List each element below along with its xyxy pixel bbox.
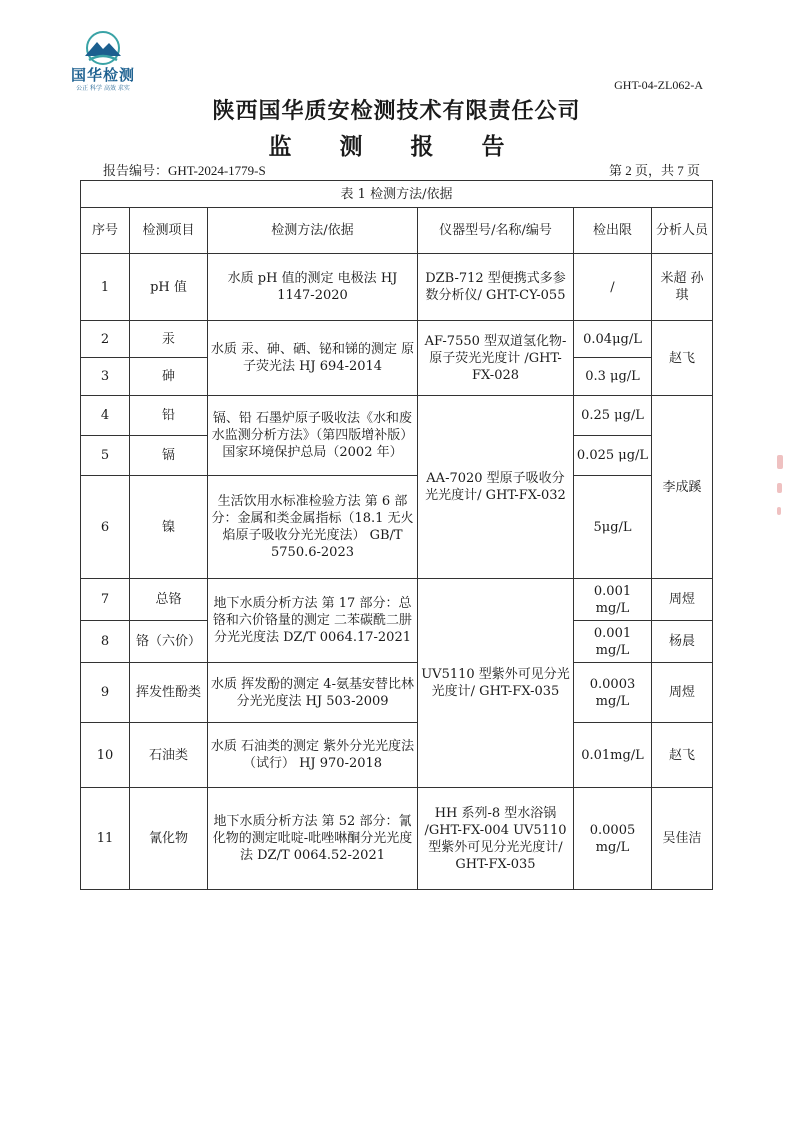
cell-limit: 5μg/L [574,476,652,579]
cell-analyst: 周煜 [652,663,713,723]
cell-item: 挥发性酚类 [130,663,208,723]
cell-limit: / [574,254,652,321]
cell-no: 8 [81,621,130,663]
cell-instrument: UV5110 型紫外可见分光光度计/ GHT-FX-035 [418,579,574,788]
cell-instrument: DZB-712 型便携式多参数分析仪/ GHT-CY-055 [418,254,574,321]
cell-no: 5 [81,436,130,476]
cell-method: 生活饮用水标准检验方法 第 6 部分：金属和类金属指标（18.1 无火焰原子吸收分光光度法） GB/T 5750.6-2023 [208,476,418,579]
table-row [81,663,713,723]
cell-limit: 0.001 mg/L [574,621,652,663]
cell-instrument: AA-7020 型原子吸收分光光度计/ GHT-FX-032 [418,396,574,579]
cell-limit: 0.25 μg/L [574,396,652,436]
cell-item: 铬（六价） [130,621,208,663]
cell-item: 镍 [130,476,208,579]
table-header-row [81,208,713,254]
cell-no: 10 [81,723,130,788]
cell-item: 镉 [130,436,208,476]
table-caption: 表 1 检测方法/依据 [81,181,713,208]
logo-slogan: 公正 科学 高效 求实 [76,85,130,92]
cell-analyst: 赵飞 [652,321,713,396]
header-no: 序号 [81,208,130,254]
cell-analyst: 杨晨 [652,621,713,663]
table-row [81,788,713,890]
cell-item: 氰化物 [130,788,208,890]
cell-limit: 0.3 μg/L [574,358,652,396]
cell-method: 地下水质分析方法 第 52 部分：氰化物的测定吡啶-吡唑啉酮分光光度法 DZ/T 0064.52-2021 [208,788,418,890]
table-row [81,254,713,321]
cell-method: 水质 pH 值的测定 电极法 HJ 1147-2020 [208,254,418,321]
seam-stamp-mark [777,455,791,529]
cell-method: 地下水质分析方法 第 17 部分：总铬和六价铬量的测定 二苯碳酰二肼分光光度法 DZ/T 0064.17-2021 [208,579,418,663]
cell-limit: 0.04μg/L [574,321,652,358]
cell-method: 水质 石油类的测定 紫外分光光度法（试行） HJ 970-2018 [208,723,418,788]
cell-limit: 0.01mg/L [574,723,652,788]
report-title: 监 测 报 告 [268,133,525,160]
cell-no: 2 [81,321,130,358]
cell-no: 4 [81,396,130,436]
document-code: GHT-04-ZL062-A [614,78,703,92]
mountain-logo-icon [75,30,131,66]
table-row [81,723,713,788]
cell-instrument: AF-7550 型双道氢化物-原子荧光光度计 /GHT-FX-028 [418,321,574,396]
page-indicator: 第 2 页，共 7 页 [608,163,700,178]
cell-no: 3 [81,358,130,396]
cell-no: 11 [81,788,130,890]
header-analyst: 分析人员 [652,208,713,254]
cell-limit: 0.0005 mg/L [574,788,652,890]
cell-item: 铅 [130,396,208,436]
cell-method: 镉、铅 石墨炉原子吸收法《水和废水监测分析方法》（第四版增补版）国家环境保护总局（2002 年） [208,396,418,476]
cell-method: 水质 挥发酚的测定 4-氨基安替比林分光光度法 HJ 503-2009 [208,663,418,723]
cell-instrument: HH 系列-8 型水浴锅 /GHT-FX-004 UV5110 型紫外可见分光光度计/ GHT-FX-035 [418,788,574,890]
table-row [81,476,713,579]
cell-analyst: 周煜 [652,579,713,621]
cell-method: 水质 汞、砷、硒、铋和锑的测定 原子荧光法 HJ 694-2014 [208,321,418,396]
cell-item: 总铬 [130,579,208,621]
cell-limit: 0.001 mg/L [574,579,652,621]
cell-limit: 0.0003 mg/L [574,663,652,723]
header-method: 检测方法/依据 [208,208,418,254]
company-name: 陕西国华质安检测技术有限责任公司 [212,98,581,124]
header-item: 检测项目 [130,208,208,254]
cell-no: 7 [81,579,130,621]
table-row [81,396,713,436]
report-number: 报告编号：GHT-2024-1779-S [103,163,266,178]
cell-analyst: 吴佳洁 [652,788,713,890]
table-row [81,579,713,621]
cell-analyst: 米超 孙琪 [652,254,713,321]
method-table [80,180,713,890]
cell-item: 石油类 [130,723,208,788]
cell-limit: 0.025 μg/L [574,436,652,476]
cell-item: pH 值 [130,254,208,321]
cell-item: 砷 [130,358,208,396]
cell-analyst: 李成蹊 [652,396,713,579]
cell-item: 汞 [130,321,208,358]
logo-name: 国华检测 [70,66,135,84]
table-row [81,321,713,358]
cell-no: 1 [81,254,130,321]
header-instrument: 仪器型号/名称/编号 [418,208,574,254]
header-limit: 检出限 [574,208,652,254]
cell-no: 9 [81,663,130,723]
cell-no: 6 [81,476,130,579]
cell-analyst: 赵飞 [652,723,713,788]
